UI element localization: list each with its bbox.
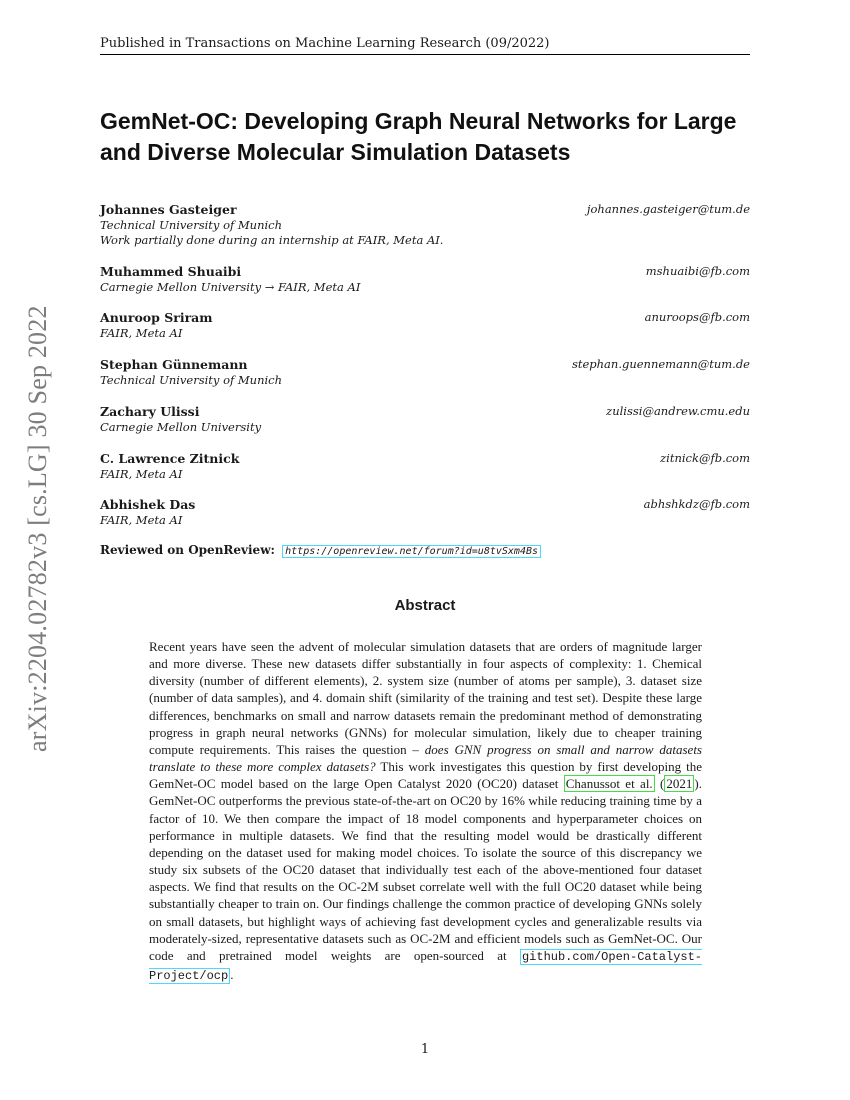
openreview-label: Reviewed on OpenReview: [100,543,275,557]
citation-link[interactable]: Chanussot et al. [565,776,653,792]
author-note: Work partially done during an internship at FAIR, Meta AI. [100,233,444,247]
author-name: C. Lawrence Zitnick [100,451,240,466]
author-affiliation: Technical University of Munich [100,372,283,387]
abstract-text-part: Recent years have seen the advent of molecular simulation datasets that are orders of magnitude larger and more diverse. These new datasets differ substantially in four aspects of complexity: 1. Chemical diversity (number of different elements), 2. system size (number of atoms per sample), 3. dataset size (number of data samples), and 4. domain shift (similarity of the training and test set). Despite these large differences, benchmarks on small and narrow datasets remain the predominant method of demonstrating progress in graph neural networks (GNNs) for molecular simulation, likely due to cheaper training compute requirements. This raises the question – [149,639,702,757]
author-block [100,310,750,341]
paper-title: GemNet-OC: Developing Graph Neural Networks for Large and Diverse Molecular Simulation Datasets [100,108,737,165]
author-name: Johannes Gasteiger [100,202,237,217]
abstract-text-part: This work investigates this question by first developing the GemNet-OC model based on the large Open Catalyst 2020 (OC20) dataset [149,759,702,792]
abstract-heading: Abstract [394,597,456,614]
openreview-link[interactable]: https://openreview.net/forum?id=u8tvSxm4Bs [282,545,541,558]
author-email[interactable]: mshuaibi@fb.com [645,264,750,278]
author-affiliation: Technical University of Munich [100,217,283,232]
author-name: Stephan Günnemann [100,357,248,372]
author-affiliation: FAIR, Meta AI [100,512,183,527]
author-affiliation: Carnegie Mellon University [100,419,262,434]
author-affiliation: FAIR, Meta AI [100,325,183,340]
abstract-text: Recent years have seen the advent of molecular simulation datasets that are orders of magnitude larger and more diverse. These new datasets differ substantially in four aspects of complexity: 1. Chemical diversity (number of different elements), 2. system size (number of atoms per sample), 3. dataset size (number of data samples), and 4. domain shift (similarity of the training and test set). Despite these large differences, benchmarks on small and narrow datasets remain the predominant method of demonstrating progress in graph neural networks (GNNs) for molecular simulation, likely due to cheaper training compute requirements. This raises the question – does GNN progress on small and narrow datasets translate to these more complex datasets? This work investigates this question by first developing the GemNet-OC model based on the large Open Catalyst 2020 (OC20) dataset Chanussot et al. ( 2021 ). GemNet-OC outperforms the previous state-of-the-art on OC20 by 16% while reducing training time by a factor of 10. We then compare the impact of 18 model components and hyperparameter choices on performance in multiple datasets. We find that the resulting model would be drastically different depending on the dataset used for making model choices. To isolate the source of this discrepancy we study six subsets of the OC20 dataset that individually test each of the above-mentioned four dataset aspects. We find that results on the OC-2M subset correlate well with the full OC20 dataset while being substantially cheaper to train on. Our findings challenge the common practice of developing GNNs solely on small datasets, but highlight ways of achieving fast development cycles and generalizable results via moderately-sized, representative datasets such as OC-2M and efficient models such as GemNet-OC. Our code and pretrained model weights are open-sourced at github.com/Open-Catalyst-Project/ocp . [149,639,702,983]
author-email[interactable]: anuroops@fb.com [644,310,750,324]
author-name: Zachary Ulissi [100,404,200,419]
author-block [100,451,750,482]
author-name: Anuroop Sriram [100,310,213,325]
abstract-text-end: . [230,966,234,982]
author-block [100,202,750,249]
author-block [100,404,750,435]
citation-year-link[interactable]: 2021 [666,776,693,792]
author-block [100,357,750,388]
abstract-question: does GNN progress on small and narrow datasets translate to these more complex datasets? [149,741,702,775]
author-block [100,497,750,528]
code-repository-link[interactable]: github.com/Open-Catalyst-Project/ocp [149,949,702,983]
author-affiliation: Carnegie Mellon University → FAIR, Meta AI [100,279,361,294]
author-email[interactable]: zitnick@fb.com [660,451,750,465]
author-email[interactable]: stephan.guennemann@tum.de [571,357,750,371]
author-email[interactable]: abhshkdz@fb.com [643,497,750,511]
page-number: 1 [420,1042,430,1057]
author-name: Abhishek Das [100,497,196,512]
abstract-text-part: . GemNet-OC outperforms the previous state-of-the-art on OC20 by 16% while reducing training time by a factor of 10. We then compare the impact of 18 model components and hyperparameter choices on performance in multiple datasets. We find that the resulting model would be drastically different depending on the dataset used for making model choices. To isolate the source of this discrepancy we study six subsets of the OC20 dataset that individually test each of the above-mentioned four dataset aspects. We find that results on the OC-2M subset correlate well with the full OC20 dataset while being substantially cheaper to train on. Our findings challenge the common practice of developing GNNs solely on small datasets, but highlight ways of achieving fast development cycles and generalizable results via moderately-sized, representative datasets such as OC-2M and efficient models such as GemNet-OC. Our code and pretrained model weights are open-sourced at [149,776,702,963]
journal-header: Published in Transactions on Machine Learning Research (09/2022) [100,36,750,55]
openreview-line [100,543,541,557]
author-affiliation: FAIR, Meta AI [100,466,183,481]
author-email[interactable]: zulissi@andrew.cmu.edu [606,404,750,418]
author-email[interactable]: johannes.gasteiger@tum.de [586,202,750,216]
arxiv-identifier-stamp[interactable]: arXiv:2204.02782v3 [cs.LG] 30 Sep 2022 [23,305,52,752]
author-block [100,264,750,295]
author-name: Muhammed Shuaibi [100,264,242,279]
